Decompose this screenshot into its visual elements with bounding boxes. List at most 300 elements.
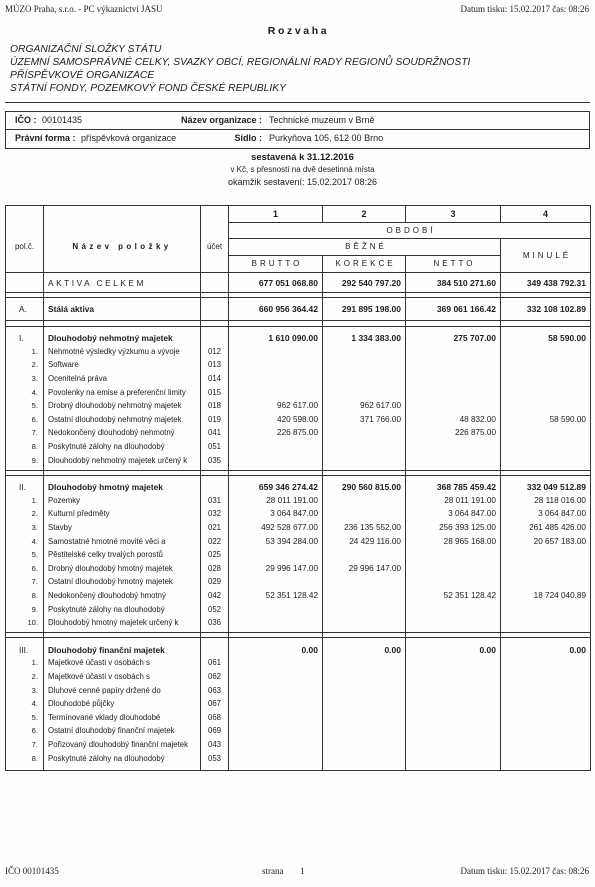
value-netto: 368 785 459.42 — [406, 480, 501, 494]
legal-form-field — [15, 133, 176, 144]
value-brutto — [229, 684, 323, 698]
item-name: Majetkové účasti v osobách s — [44, 670, 201, 684]
value-brutto: 52 351 128.42 — [229, 589, 323, 603]
account-number: 031 — [201, 494, 229, 508]
item-number: 8. — [6, 589, 44, 603]
organization-info — [5, 111, 590, 149]
value-brutto — [229, 440, 323, 454]
seat-label: Sídlo : — [234, 133, 262, 143]
item-name: Pěstitelské celky trvalých porostů — [44, 548, 201, 562]
value-brutto: 659 346 274.42 — [229, 480, 323, 494]
value-minule — [501, 548, 591, 562]
col-header-current: BĚŽNÉ — [229, 239, 501, 256]
fixed-assets-group — [6, 298, 591, 321]
item-name: Ocenitelná práva — [44, 372, 201, 386]
value-korekce — [323, 711, 406, 725]
value-netto — [406, 576, 501, 590]
value-korekce — [323, 603, 406, 617]
item-row — [6, 413, 591, 427]
item-name: Dlouhodobé půjčky — [44, 697, 201, 711]
col-number: 4 — [501, 206, 591, 223]
value-brutto — [229, 372, 323, 386]
item-row — [6, 372, 591, 386]
item-number: 2. — [6, 670, 44, 684]
footer-ico: IČO 00101435 — [5, 866, 59, 876]
item-row — [6, 562, 591, 576]
account-number: 052 — [201, 603, 229, 617]
item-row — [6, 399, 591, 413]
item-name: Nehmotné výsledky výzkumu a vývoje — [44, 345, 201, 359]
value-brutto — [229, 616, 323, 630]
software-header: MÚZO Praha, s.r.o. - PC výkaznictví JASU — [5, 4, 163, 14]
account-number: 041 — [201, 427, 229, 441]
value-brutto — [229, 657, 323, 671]
account-number: 036 — [201, 616, 229, 630]
value-netto: 3 064 847.00 — [406, 508, 501, 522]
item-name: Ostatní dlouhodobý finanční majetek — [44, 725, 201, 739]
col-header-pol: pol.č. — [6, 206, 44, 273]
value-brutto — [229, 697, 323, 711]
item-number: 10. — [6, 616, 44, 630]
value-minule: 58 590.00 — [501, 413, 591, 427]
item-number: 5. — [6, 399, 44, 413]
value-minule: 349 438 792.31 — [501, 273, 591, 293]
value-korekce: 290 560 815.00 — [323, 480, 406, 494]
organization-types — [10, 43, 470, 95]
item-name: Stavby — [44, 521, 201, 535]
value-korekce: 29 996 147.00 — [323, 562, 406, 576]
item-number: 7. — [6, 576, 44, 590]
item-name: Nedokončený dlouhodobý hmotný — [44, 589, 201, 603]
account-number: 012 — [201, 345, 229, 359]
item-row — [6, 427, 591, 441]
account-number — [201, 332, 229, 346]
value-brutto: 1 610 090.00 — [229, 332, 323, 346]
value-minule: 261 485 426.00 — [501, 521, 591, 535]
pol-number: I. — [6, 332, 44, 346]
section-row — [6, 332, 591, 346]
value-korekce: 292 540 797.20 — [323, 273, 406, 293]
spacer-cell — [229, 765, 323, 770]
value-brutto — [229, 603, 323, 617]
account-number — [201, 480, 229, 494]
account-number: 062 — [201, 670, 229, 684]
account-number: 015 — [201, 386, 229, 400]
item-name: Termínované vklady dlouhodobé — [44, 711, 201, 725]
value-brutto — [229, 454, 323, 468]
value-minule — [501, 657, 591, 671]
col-header-account: účet — [201, 206, 229, 273]
account-number: 061 — [201, 657, 229, 671]
value-brutto — [229, 738, 323, 752]
item-row — [6, 454, 591, 468]
value-minule — [501, 576, 591, 590]
item-number: 7. — [6, 427, 44, 441]
item-row — [6, 508, 591, 522]
item-number: 2. — [6, 508, 44, 522]
value-korekce — [323, 657, 406, 671]
section-group — [6, 638, 591, 770]
item-number: 1. — [6, 345, 44, 359]
account-number: 068 — [201, 711, 229, 725]
value-netto: 28 011 191.00 — [406, 494, 501, 508]
item-row — [6, 345, 591, 359]
pol-number — [6, 273, 44, 293]
account-number — [201, 298, 229, 321]
item-row — [6, 684, 591, 698]
value-minule — [501, 372, 591, 386]
account-number: 051 — [201, 440, 229, 454]
value-minule: 20 657 183.00 — [501, 535, 591, 549]
account-number: 069 — [201, 725, 229, 739]
value-korekce — [323, 508, 406, 522]
col-header-brutto: BRUTTO — [229, 256, 323, 273]
fixed-assets-label: Stálá aktiva — [44, 298, 201, 321]
organization-type-line: ORGANIZAČNÍ SLOŽKY STÁTU — [10, 44, 162, 55]
table-header — [6, 206, 591, 273]
value-korekce — [323, 752, 406, 766]
item-number: 3. — [6, 521, 44, 535]
item-name: Dlouhodobý nehmotný majetek určený k — [44, 454, 201, 468]
section-label: Dlouhodobý hmotný majetek — [44, 480, 201, 494]
account-number: 018 — [201, 399, 229, 413]
value-brutto — [229, 752, 323, 766]
value-korekce — [323, 548, 406, 562]
item-row — [6, 670, 591, 684]
value-brutto: 29 996 147.00 — [229, 562, 323, 576]
fixed-assets-row — [6, 298, 591, 321]
value-minule — [501, 738, 591, 752]
value-korekce — [323, 386, 406, 400]
item-number: 6. — [6, 413, 44, 427]
item-number: 9. — [6, 454, 44, 468]
organization-type-line: STÁTNÍ FONDY, POZEMKOVÝ FOND ČESKÉ REPUBLIKY — [10, 83, 286, 94]
value-netto — [406, 562, 501, 576]
value-minule — [501, 752, 591, 766]
value-korekce — [323, 427, 406, 441]
account-number: 032 — [201, 508, 229, 522]
item-number: 2. — [6, 359, 44, 373]
value-minule — [501, 603, 591, 617]
org-name-value: Technické muzeum v Brně — [269, 115, 375, 125]
footer-print-date: Datum tisku: 15.02.2017 čas: 08:26 — [460, 866, 589, 876]
spacer-cell — [44, 765, 201, 770]
item-name: Ostatní dlouhodobý nehmotný majetek — [44, 413, 201, 427]
section-row — [6, 643, 591, 657]
spacer-cell — [501, 765, 591, 770]
value-korekce — [323, 440, 406, 454]
value-minule — [501, 562, 591, 576]
value-minule — [501, 684, 591, 698]
item-name: Poskytnuté zálohy na dlouhodobý — [44, 440, 201, 454]
spacer-cell — [201, 765, 229, 770]
item-row — [6, 386, 591, 400]
value-netto: 275 707.00 — [406, 332, 501, 346]
value-korekce: 371 766.00 — [323, 413, 406, 427]
pol-number: II. — [6, 480, 44, 494]
value-brutto: 660 956 364.42 — [229, 298, 323, 321]
value-korekce — [323, 576, 406, 590]
section-group — [6, 327, 591, 471]
account-number: 013 — [201, 359, 229, 373]
ico-field — [15, 115, 82, 126]
value-netto: 0.00 — [406, 643, 501, 657]
value-netto — [406, 697, 501, 711]
item-number: 4. — [6, 535, 44, 549]
item-number: 6. — [6, 562, 44, 576]
item-name: Poskytnuté zálohy na dlouhodobý — [44, 752, 201, 766]
item-name: Ostatní dlouhodobý hmotný majetek — [44, 576, 201, 590]
value-brutto — [229, 548, 323, 562]
value-netto — [406, 711, 501, 725]
value-netto — [406, 548, 501, 562]
spacer-row — [6, 765, 591, 770]
total-assets-row — [6, 273, 591, 293]
item-name: Povolenky na emise a preferenční limity — [44, 386, 201, 400]
value-minule: 58 590.00 — [501, 332, 591, 346]
account-number: 067 — [201, 697, 229, 711]
item-name: Pozemky — [44, 494, 201, 508]
spacer-cell — [323, 765, 406, 770]
seat-value: Purkyňova 105, 612 00 Brno — [269, 133, 384, 143]
total-assets-group — [6, 273, 591, 293]
item-number: 3. — [6, 372, 44, 386]
pol-number: III. — [6, 643, 44, 657]
col-header-korekce: KOREKCE — [323, 256, 406, 273]
value-minule — [501, 427, 591, 441]
value-brutto: 677 051 068.80 — [229, 273, 323, 293]
value-netto: 384 510 271.60 — [406, 273, 501, 293]
account-number: 035 — [201, 454, 229, 468]
value-minule: 18 724 040.89 — [501, 589, 591, 603]
item-row — [6, 603, 591, 617]
account-number: 028 — [201, 562, 229, 576]
account-number: 042 — [201, 589, 229, 603]
col-header-netto: NETTO — [406, 256, 501, 273]
footer-page-number: 1 — [300, 866, 305, 876]
item-name: Dlouhodobý hmotný majetek určený k — [44, 616, 201, 630]
account-number: 053 — [201, 752, 229, 766]
value-korekce — [323, 725, 406, 739]
item-number: 8. — [6, 440, 44, 454]
item-name: Kulturní předměty — [44, 508, 201, 522]
account-number: 019 — [201, 413, 229, 427]
value-netto — [406, 440, 501, 454]
value-brutto: 3 064 847.00 — [229, 508, 323, 522]
account-number: 043 — [201, 738, 229, 752]
value-brutto — [229, 725, 323, 739]
value-korekce: 0.00 — [323, 643, 406, 657]
item-number: 4. — [6, 697, 44, 711]
account-number: 063 — [201, 684, 229, 698]
value-minule: 28 118 016.00 — [501, 494, 591, 508]
item-number: 4. — [6, 386, 44, 400]
value-brutto: 0.00 — [229, 643, 323, 657]
info-row — [6, 130, 589, 148]
value-korekce — [323, 359, 406, 373]
value-minule: 0.00 — [501, 643, 591, 657]
pol-number: A. — [6, 298, 44, 321]
value-netto: 256 393 125.00 — [406, 521, 501, 535]
value-korekce — [323, 616, 406, 630]
section-row — [6, 480, 591, 494]
account-number: 025 — [201, 548, 229, 562]
value-korekce — [323, 494, 406, 508]
value-netto — [406, 670, 501, 684]
value-netto — [406, 616, 501, 630]
item-row — [6, 440, 591, 454]
item-name: Poskytnuté zálohy na dlouhodobý — [44, 603, 201, 617]
value-netto: 48 832.00 — [406, 413, 501, 427]
col-header-period: OBDOBÍ — [229, 223, 591, 239]
org-name-label: Název organizace : — [180, 115, 262, 125]
account-number — [201, 643, 229, 657]
item-name: Pořizovaný dlouhodobý finanční majetek — [44, 738, 201, 752]
value-minule — [501, 359, 591, 373]
value-brutto — [229, 576, 323, 590]
item-number: 1. — [6, 657, 44, 671]
value-korekce: 962 617.00 — [323, 399, 406, 413]
spacer-cell — [6, 765, 44, 770]
divider — [5, 102, 590, 103]
value-netto: 226 875.00 — [406, 427, 501, 441]
value-brutto — [229, 386, 323, 400]
value-netto — [406, 359, 501, 373]
report-compiled-time: okamžik sestavení: 15.02.2017 08:26 — [227, 177, 378, 187]
value-netto: 52 351 128.42 — [406, 589, 501, 603]
ico-value: 00101435 — [42, 115, 83, 125]
info-row — [6, 112, 589, 130]
value-netto — [406, 603, 501, 617]
value-netto — [406, 752, 501, 766]
value-minule — [501, 386, 591, 400]
item-row — [6, 521, 591, 535]
value-korekce — [323, 454, 406, 468]
item-name: Drobný dlouhodobý nehmotný majetek — [44, 399, 201, 413]
legal-form-value: příspěvková organizace — [81, 133, 177, 143]
item-name: Drobný dlouhodobý hmotný majetek — [44, 562, 201, 576]
report-date: sestavená k 31.12.2016 — [251, 151, 354, 162]
value-netto — [406, 345, 501, 359]
value-brutto: 492 528 677.00 — [229, 521, 323, 535]
header-row — [6, 206, 591, 223]
value-brutto: 53 394 284.00 — [229, 535, 323, 549]
item-number: 8. — [6, 752, 44, 766]
item-row — [6, 738, 591, 752]
value-netto — [406, 657, 501, 671]
value-minule: 3 064 847.00 — [501, 508, 591, 522]
value-netto — [406, 386, 501, 400]
value-netto — [406, 738, 501, 752]
item-name: Majetkové účasti v osobách s — [44, 657, 201, 671]
value-korekce: 291 895 198.00 — [323, 298, 406, 321]
value-brutto: 28 011 191.00 — [229, 494, 323, 508]
item-row — [6, 657, 591, 671]
value-minule — [501, 697, 591, 711]
item-name: Software — [44, 359, 201, 373]
item-number: 1. — [6, 494, 44, 508]
value-brutto — [229, 670, 323, 684]
value-brutto — [229, 359, 323, 373]
item-number: 7. — [6, 738, 44, 752]
value-brutto: 226 875.00 — [229, 427, 323, 441]
spacer-cell — [406, 765, 501, 770]
item-name: Dluhové cenné papíry držené do — [44, 684, 201, 698]
item-row — [6, 494, 591, 508]
col-number: 1 — [229, 206, 323, 223]
value-netto: 369 061 166.42 — [406, 298, 501, 321]
value-brutto — [229, 711, 323, 725]
value-minule — [501, 670, 591, 684]
item-number: 6. — [6, 725, 44, 739]
col-number: 3 — [406, 206, 501, 223]
value-korekce: 236 135 552.00 — [323, 521, 406, 535]
value-netto — [406, 372, 501, 386]
organization-type-line: ÚZEMNÍ SAMOSPRÁVNÉ CELKY, SVAZKY OBCÍ, REGIONÁLNÍ RADY REGIONŮ SOUDRŽNOSTI — [10, 57, 471, 68]
item-row — [6, 589, 591, 603]
item-row — [6, 711, 591, 725]
account-number: 021 — [201, 521, 229, 535]
item-row — [6, 697, 591, 711]
balance-table — [5, 205, 591, 771]
value-korekce — [323, 697, 406, 711]
account-number: 014 — [201, 372, 229, 386]
item-number: 3. — [6, 684, 44, 698]
item-number: 5. — [6, 548, 44, 562]
legal-form-label: Právní forma : — [15, 133, 76, 143]
section-label: Dlouhodobý finanční majetek — [44, 643, 201, 657]
value-korekce — [323, 684, 406, 698]
item-row — [6, 535, 591, 549]
value-minule — [501, 440, 591, 454]
value-korekce — [323, 345, 406, 359]
value-minule: 332 108 102.89 — [501, 298, 591, 321]
value-brutto: 962 617.00 — [229, 399, 323, 413]
organization-type-line: PŘÍSPĚVKOVÉ ORGANIZACE — [10, 70, 155, 81]
value-korekce — [323, 589, 406, 603]
value-korekce: 24 429 116.00 — [323, 535, 406, 549]
item-name: Samostatné hmotné movité věci a — [44, 535, 201, 549]
item-row — [6, 576, 591, 590]
value-brutto — [229, 345, 323, 359]
item-row — [6, 616, 591, 630]
section-label: Dlouhodobý nehmotný majetek — [44, 332, 201, 346]
section-group — [6, 475, 591, 633]
col-header-name: Název položky — [44, 206, 201, 273]
value-netto — [406, 725, 501, 739]
value-korekce — [323, 738, 406, 752]
item-row — [6, 725, 591, 739]
value-minule — [501, 725, 591, 739]
item-row — [6, 752, 591, 766]
item-row — [6, 548, 591, 562]
value-minule — [501, 454, 591, 468]
item-number: 9. — [6, 603, 44, 617]
account-number: 022 — [201, 535, 229, 549]
ico-label: IČO : — [15, 115, 37, 125]
total-assets-label: AKTIVA CELKEM — [44, 273, 201, 293]
item-row — [6, 359, 591, 373]
value-netto — [406, 454, 501, 468]
value-korekce — [323, 670, 406, 684]
value-minule — [501, 616, 591, 630]
value-brutto: 420 598.00 — [229, 413, 323, 427]
account-number — [201, 273, 229, 293]
value-minule — [501, 711, 591, 725]
value-minule — [501, 399, 591, 413]
value-minule — [501, 345, 591, 359]
item-name: Nedokončený dlouhodobý nehmotný — [44, 427, 201, 441]
